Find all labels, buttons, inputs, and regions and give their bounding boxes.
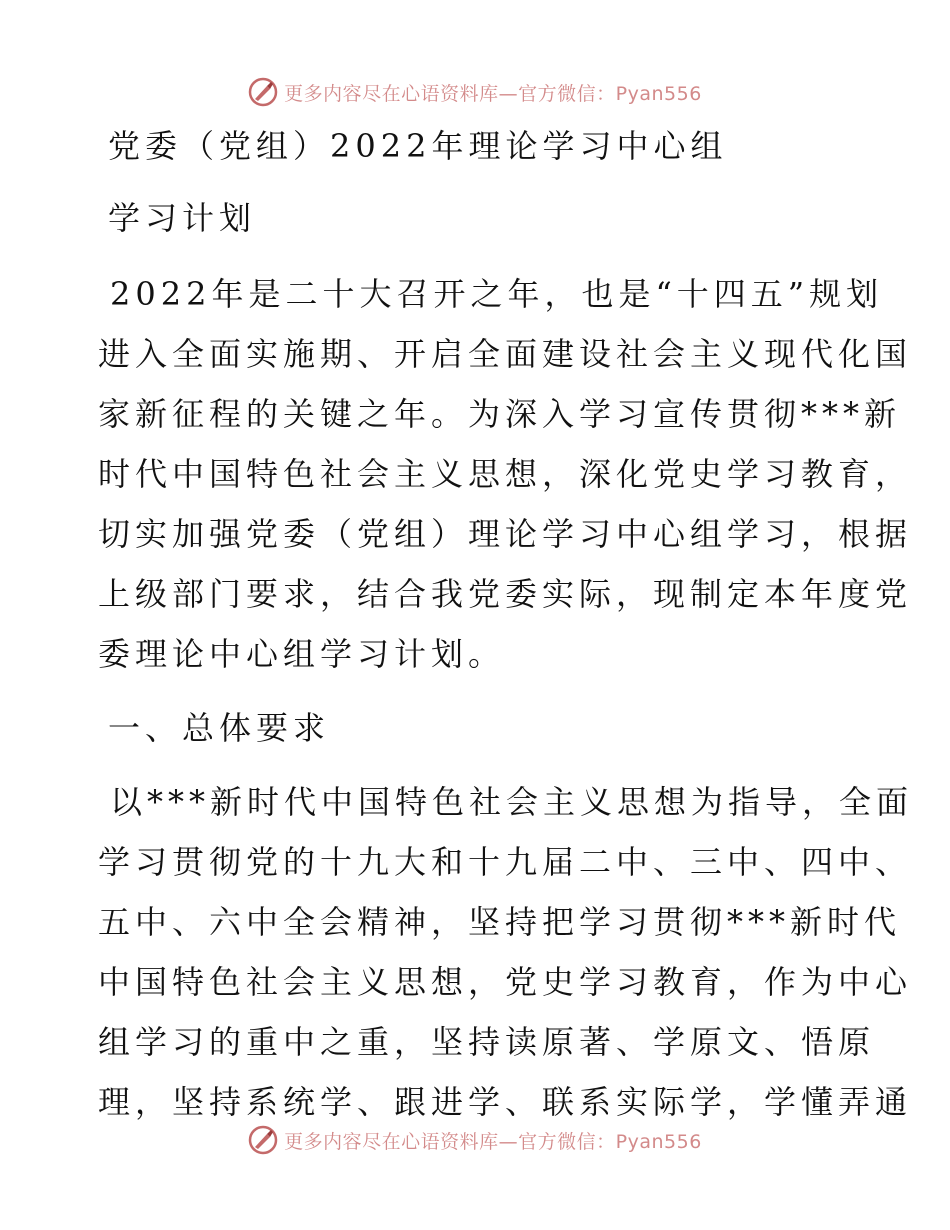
watermark-text: 更多内容尽在心语资料库—官方微信：Pyan556	[284, 1130, 702, 1153]
paragraph-line: 中国特色社会主义思想，党史学习教育，作为中心	[98, 963, 913, 1001]
document-subtitle: 学习计划	[108, 199, 257, 237]
paragraph-line: 学习贯彻党的十九大和十九届二中、三中、四中、	[98, 843, 913, 881]
document-title: 党委（党组）2022年理论学习中心组	[108, 127, 728, 165]
paragraph-line: 以***新时代中国特色社会主义思想为指导，全面	[110, 783, 914, 821]
pen-logo-icon	[248, 1125, 278, 1155]
watermark-header	[0, 72, 950, 112]
section-paragraph	[98, 772, 914, 1132]
paragraph-line: 切实加强党委（党组）理论学习中心组学习，根据	[98, 515, 913, 553]
paragraph-line: 组学习的重中之重，坚持读原著、学原文、悟原	[98, 1023, 876, 1061]
paragraph-line: 进入全面实施期、开启全面建设社会主义现代化国	[98, 335, 913, 373]
pen-logo-icon	[248, 77, 278, 107]
section-heading: 一、总体要求	[108, 709, 331, 747]
paragraph-line: 家新征程的关键之年。为深入学习宣传贯彻***新	[98, 395, 902, 433]
paragraph-line: 时代中国特色社会主义思想，深化党史学习教育，	[98, 455, 913, 493]
paragraph-line: 理，坚持系统学、跟进学、联系实际学，学懂弄通	[98, 1083, 913, 1121]
paragraph-line: 上级部门要求，结合我党委实际，现制定本年度党	[98, 575, 913, 613]
intro-paragraph	[98, 264, 913, 684]
paragraph-line: 2022年是二十大召开之年，也是“十四五”规划	[110, 275, 884, 313]
watermark-footer	[0, 1120, 950, 1160]
watermark-text: 更多内容尽在心语资料库—官方微信：Pyan556	[284, 82, 702, 105]
paragraph-line: 五中、六中全会精神，坚持把学习贯彻***新时代	[98, 903, 902, 941]
document-body	[98, 118, 914, 1132]
paragraph-line: 委理论中心组学习计划。	[98, 635, 506, 673]
